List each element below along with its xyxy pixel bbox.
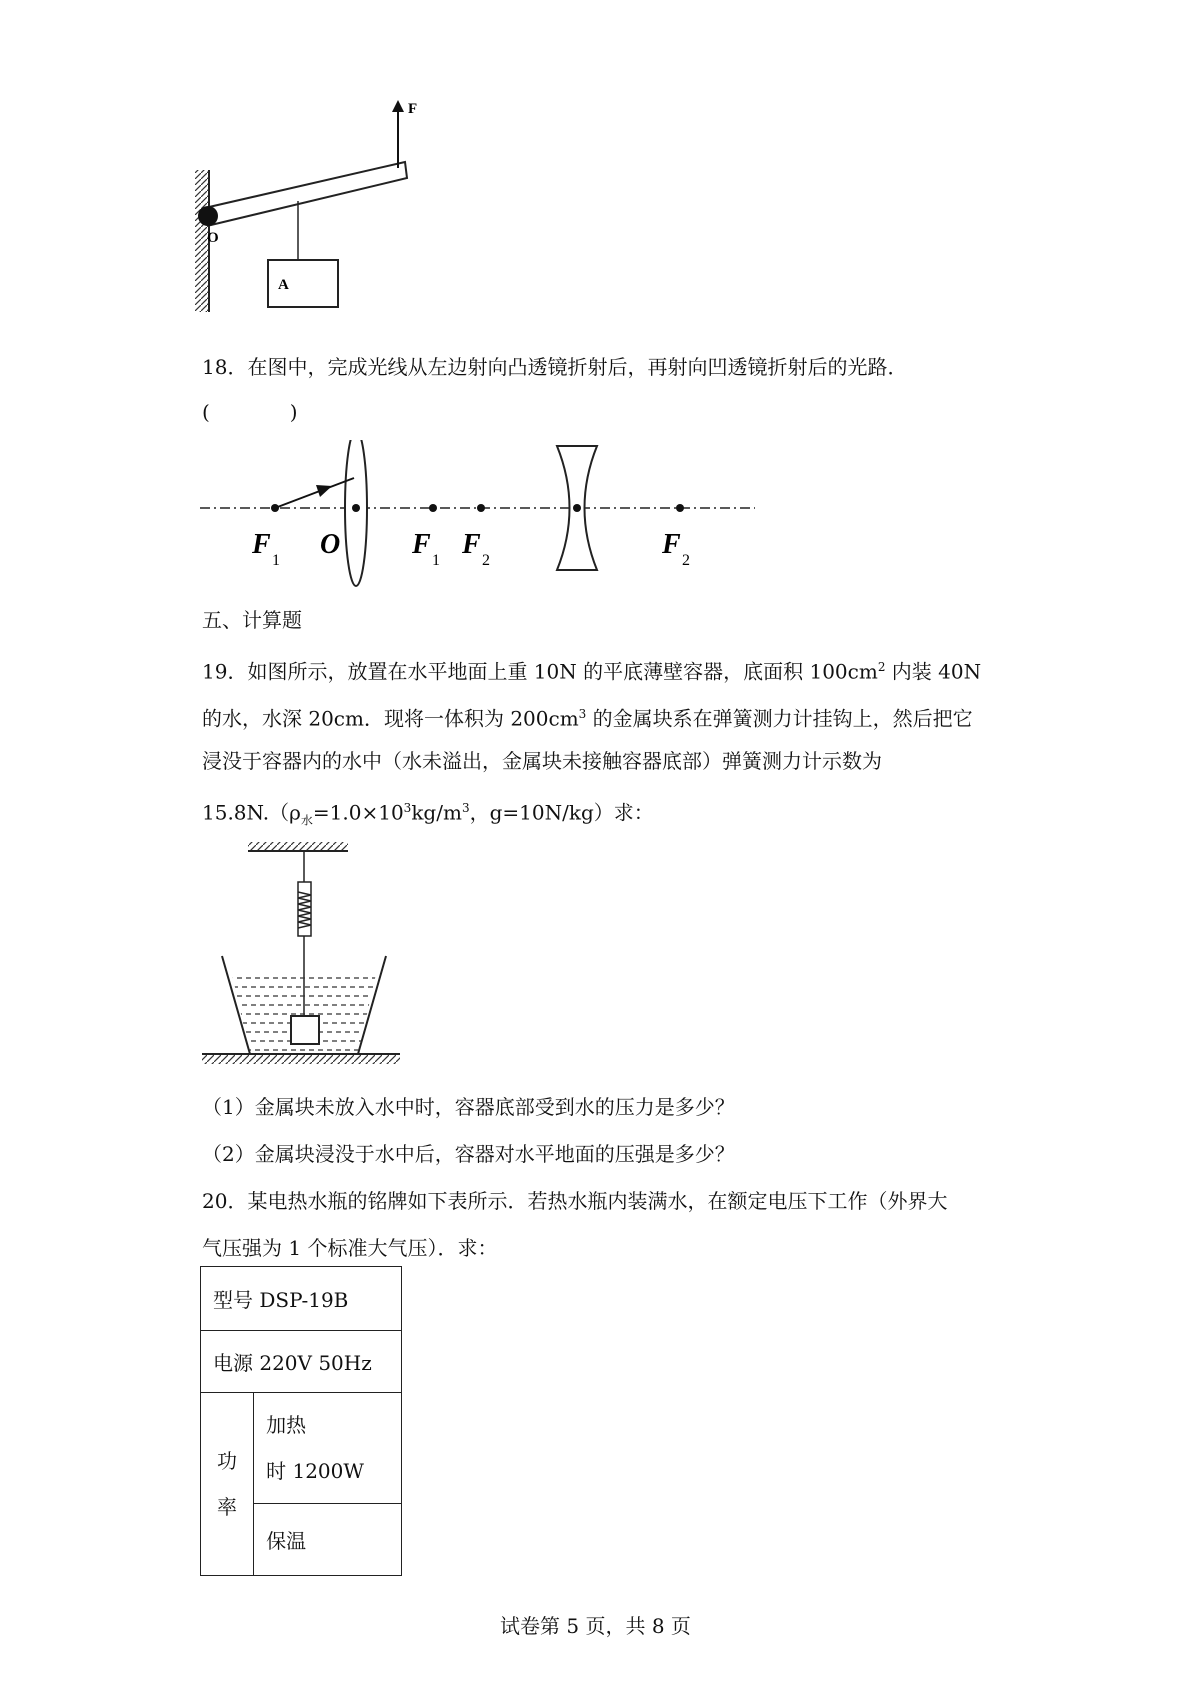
q19-line1-sup: 2 [877, 660, 886, 674]
incident-ray-arrow [316, 485, 332, 497]
q19-line2-sup: 3 [578, 707, 587, 721]
q19-line4-a: 15.8N.（ρ [202, 800, 301, 825]
page-footer: 试卷第 5 页，共 8 页 [500, 1614, 691, 1638]
lever-bar [209, 162, 407, 225]
focus-f1-mid-dot [429, 504, 437, 512]
q19-line4-sub: 水 [300, 813, 313, 828]
question-19-line-3: 浸没于容器内的水中（水未溢出，金属块未接触容器底部）弹簧测力计示数为 [202, 749, 882, 773]
concave-center-dot [573, 504, 581, 512]
power-label-cell [201, 1393, 254, 1576]
q19-line1-post: 内装 40N [885, 659, 982, 684]
label-f1-mid-sub: 1 [432, 552, 440, 569]
label-f1-left-sub: 1 [272, 552, 280, 569]
q19-line2-pre: 的水，水深 20cm．现将一体积为 200cm [202, 706, 579, 731]
ground-hatching [202, 1055, 400, 1064]
label-f1-left: F [252, 529, 271, 560]
ceiling-hatching [248, 842, 348, 851]
pivot-point [198, 206, 218, 226]
power-supply-cell: 电源 220V 50Hz [201, 1331, 402, 1393]
q19-line4-c: kg/m [411, 800, 462, 825]
heating-line-2: 时 1200W [266, 1459, 364, 1483]
question-18-blank: ( ) [202, 400, 298, 424]
lever-diagram [195, 95, 445, 330]
force-label: F [408, 101, 418, 117]
optical-center-dot [352, 504, 360, 512]
nameplate-table [200, 1266, 402, 1576]
focus-f1-left-dot [271, 504, 279, 512]
label-f2-mid: F [462, 529, 481, 560]
heating-power-cell [254, 1393, 402, 1504]
question-19-sub-2: （2）金属块浸没于水中后，容器对水平地面的压强是多少？ [202, 1142, 735, 1166]
q19-line4-sup1: 3 [403, 801, 412, 815]
lens-diagram [200, 440, 760, 590]
label-f2-mid-sub: 2 [482, 552, 490, 569]
label-f2-right-sub: 2 [682, 552, 690, 569]
section-heading: 五、计算题 [202, 608, 302, 632]
label-f2-right: F [662, 529, 681, 560]
force-arrow-head [392, 100, 404, 112]
question-19-line-4 [202, 796, 654, 833]
q19-line4-d: ，g=10N/kg）求： [469, 800, 654, 825]
question-18-text: 18．在图中，完成光线从左边射向凸透镜折射后，再射向凹透镜折射后的光路． [202, 355, 908, 379]
focus-f2-mid-dot [477, 504, 485, 512]
power-label-2: 率 [217, 1495, 238, 1519]
question-19-line-2 [202, 702, 973, 731]
container-diagram [200, 838, 410, 1073]
heating-line-1: 加热 [266, 1413, 307, 1437]
keep-warm-cell: 保温 [254, 1504, 402, 1576]
model-cell: 型号 DSP-19B [201, 1267, 402, 1331]
metal-block [291, 1016, 319, 1044]
question-19-sub-1: （1）金属块未放入水中时，容器底部受到水的压力是多少？ [202, 1095, 735, 1119]
power-label-1: 功 [217, 1449, 238, 1473]
pivot-label: O [207, 230, 219, 246]
question-19-line-1 [202, 655, 981, 684]
incident-ray [275, 478, 354, 508]
focus-f2-right-dot [676, 504, 684, 512]
question-20-line-1: 20．某电热水瓶的铭牌如下表所示．若热水瓶内装满水，在额定电压下工作（外界大 [202, 1189, 948, 1213]
q19-line1-pre: 19．如图所示，放置在水平地面上重 10N 的平底薄壁容器，底面积 100cm [202, 659, 878, 684]
q19-line4-b: =1.0×10 [312, 800, 404, 825]
label-o: O [320, 529, 341, 560]
question-20-line-2: 气压强为 1 个标准大气压）．求： [202, 1236, 498, 1260]
convex-lens [345, 440, 367, 586]
block-label: A [278, 277, 289, 293]
q19-line4-sup2: 3 [461, 801, 470, 815]
q19-line2-post: 的金属块系在弹簧测力计挂钩上，然后把它 [586, 706, 973, 731]
label-f1-mid: F [412, 529, 431, 560]
